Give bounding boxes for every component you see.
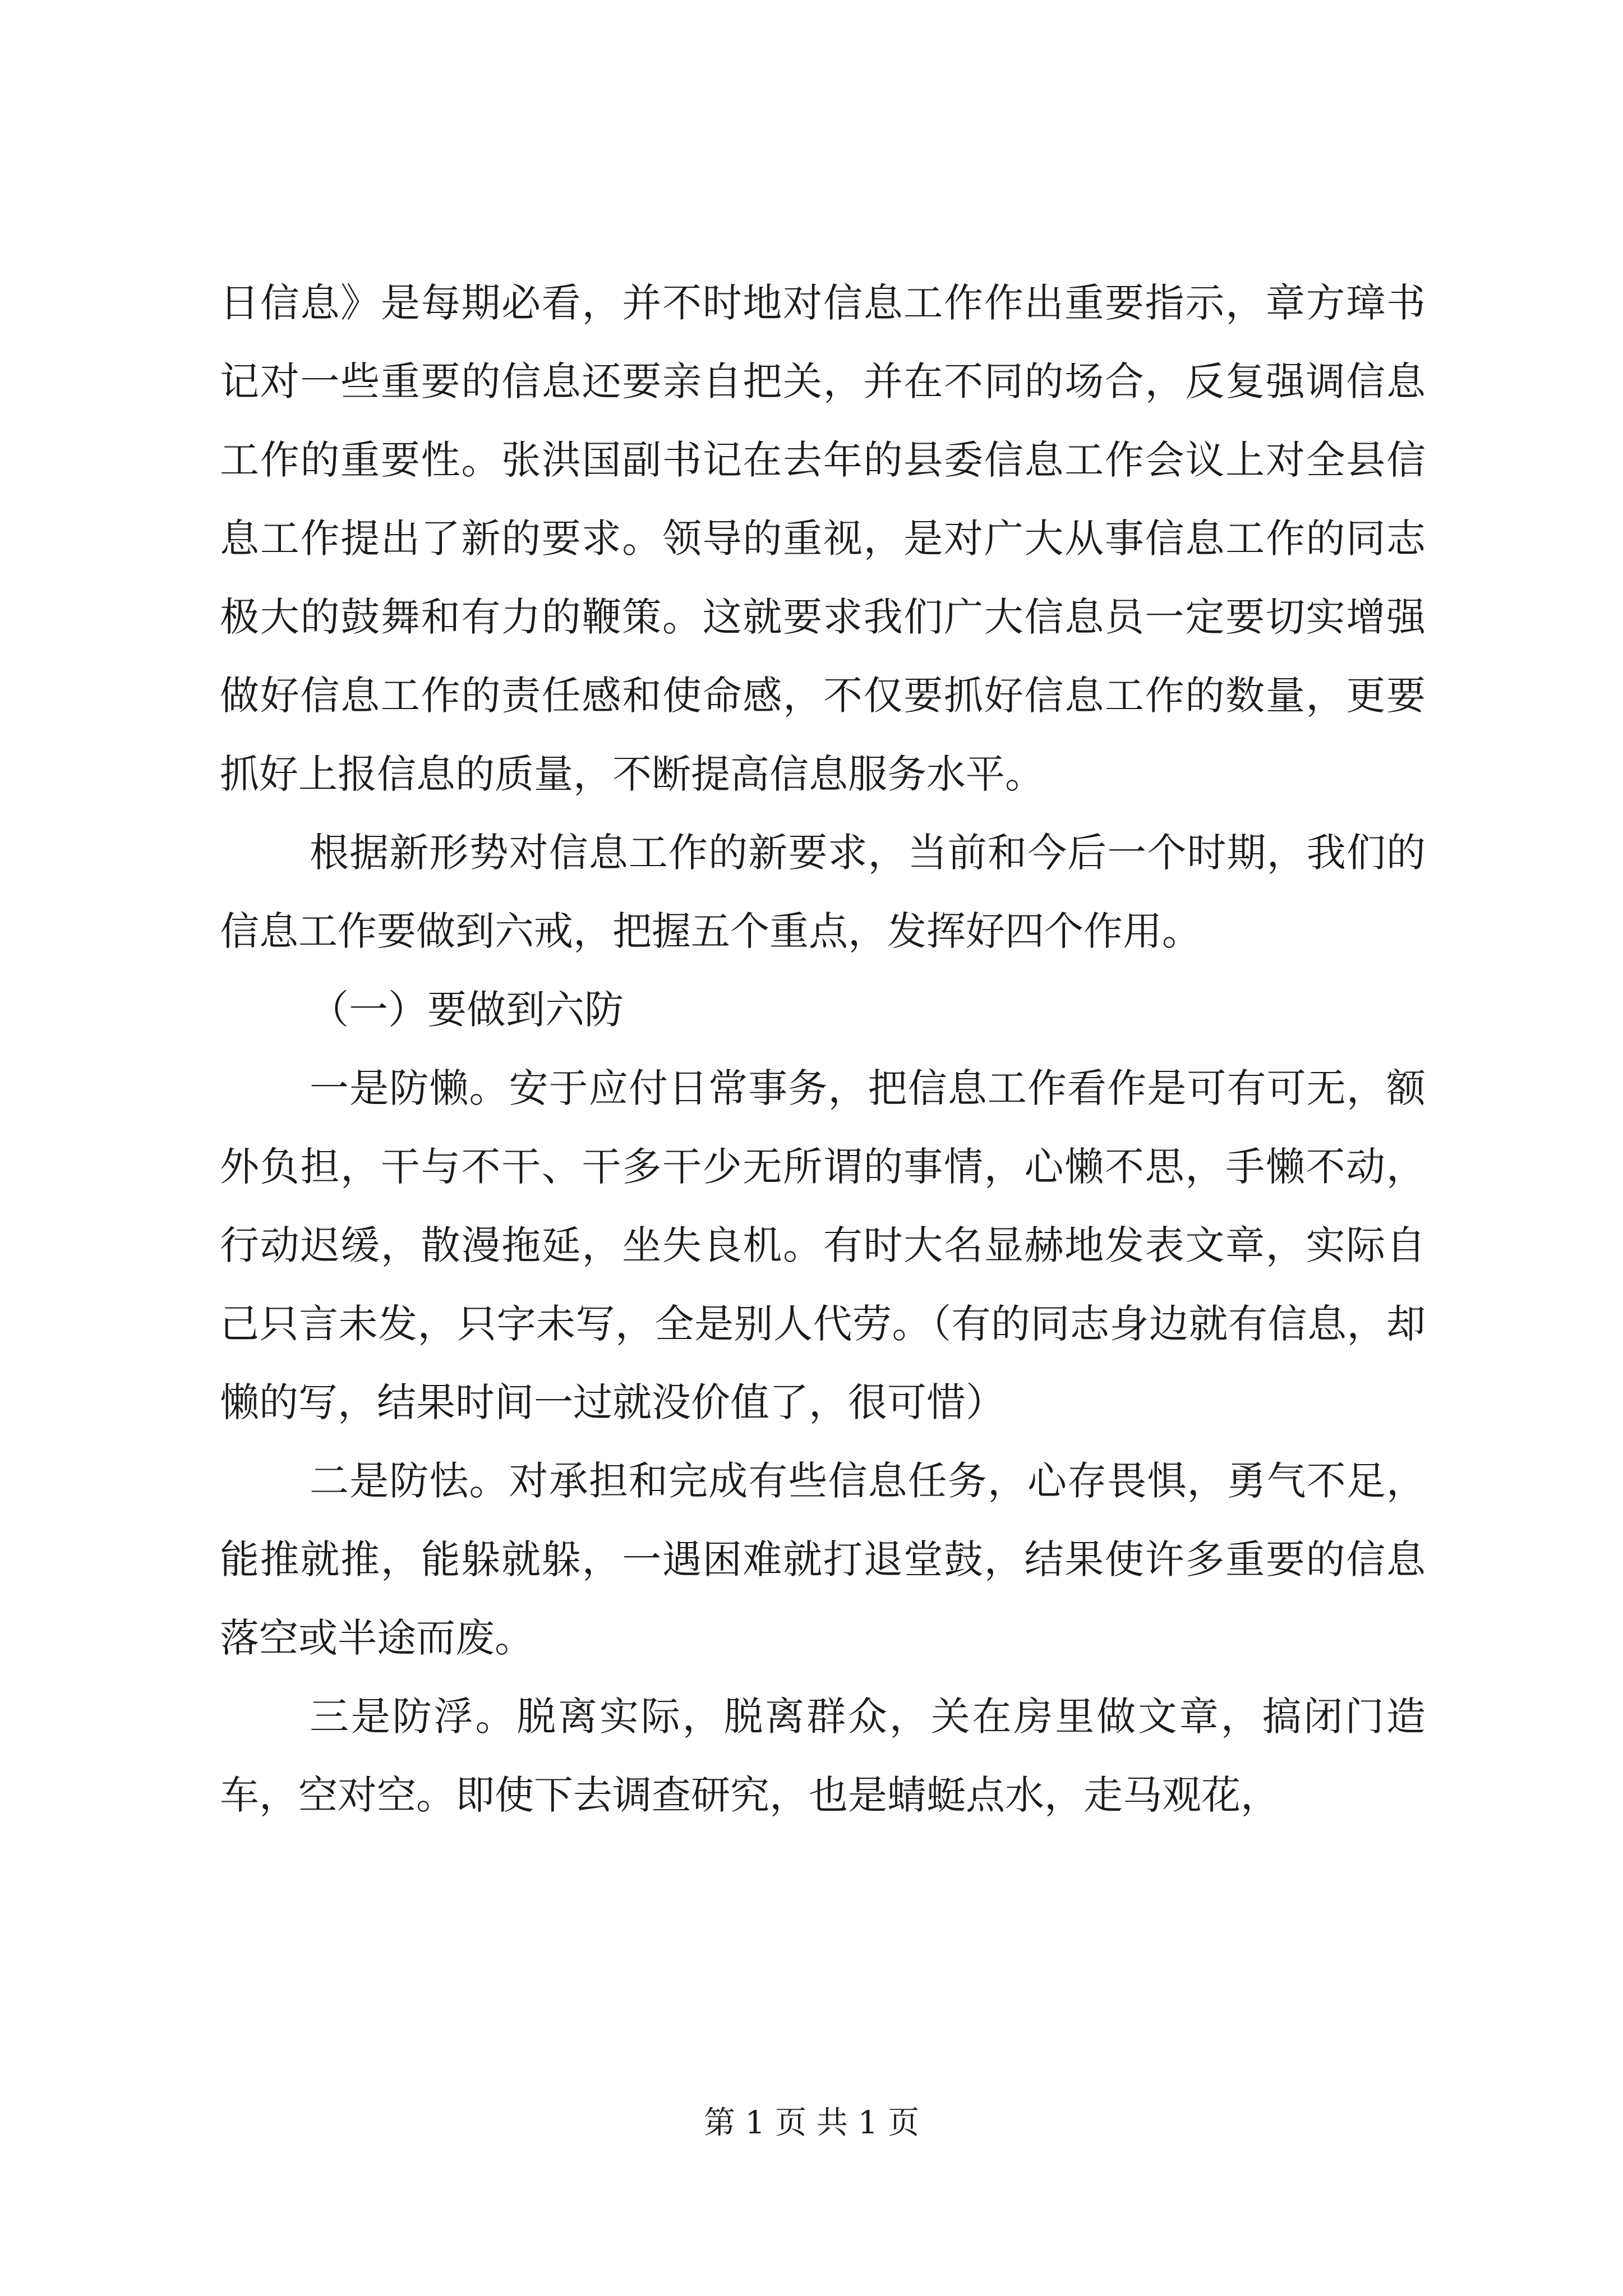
paragraph-point-two: 二是防怯。对承担和完成有些信息任务，心存畏惧，勇气不足，能推就推，能躲就躲，一遇困难就打退堂鼓，结果使许多重要的信息落空或半途而废。 (220, 1458, 1426, 1661)
paragraph-continuation: 日信息》是每期必看，并不时地对信息工作作出重要指示，章方璋书记对一些重要的信息还要亲自把关，并在不同的场合，反复强调信息工作的重要性。张洪国副书记在去年的县委信息工作会议上对全县信息工作提出了新的要求。领导的重视，是对广大从事信息工作的同志极大的鼓舞和有力的鞭策。这就要求我们广大信息员一定要切实增强做好信息工作的责任感和使命感，不仅要抓好信息工作的数量，更要抓好上报信息的质量，不断提高信息服务水平。 (220, 280, 1426, 797)
paragraph-point-one: 一是防懒。安于应付日常事务，把信息工作看作是可有可无，额外负担，干与不干、干多干少无所谓的事情，心懒不思，手懒不动，行动迟缓，散漫拖延，坐失良机。有时大名显赫地发表文章，实际自己只言未发，只字未写，全是别人代劳。（有的同志身边就有信息，却懒的写，结果时间一过就没价值了，很可惜） (220, 1065, 1426, 1425)
document-body (220, 264, 1426, 1834)
section-heading: （一）要做到六防 (310, 987, 624, 1033)
paragraph-intro: 根据新形势对信息工作的新要求，当前和今后一个时期，我们的信息工作要做到六戒，把握五个重点，发挥好四个作用。 (220, 830, 1426, 954)
paragraph-point-three: 三是防浮。脱离实际，脱离群众，关在房里做文章，搞闭门造车，空对空。即使下去调查研究，也是蜻蜓点水，走马观花， (220, 1694, 1426, 1818)
page-footer: 第 1 页 共 1 页 (703, 2105, 920, 2141)
